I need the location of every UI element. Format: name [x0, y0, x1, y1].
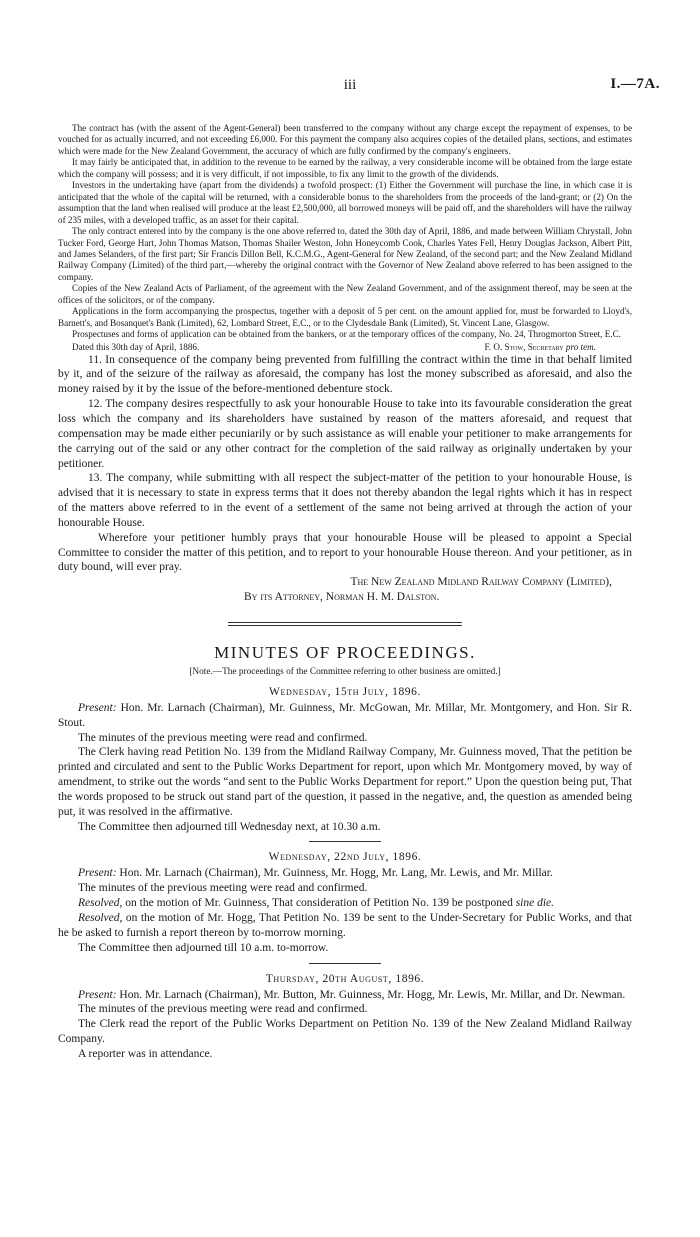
- minutes-line: The minutes of the previous meeting were read and confirmed.: [78, 882, 368, 895]
- meeting-date: Thursday, 20th August, 1896.: [265, 972, 425, 985]
- minutes-resolution: Resolved, on the motion of Mr. Hogg, That Petition No. 139 be sent to the Under-Secretary for Public Works, and that he be asked to furnish a report thereon by to-morrow morning.: [58, 911, 633, 939]
- meeting-date: Wednesday, 15th July, 1896.: [269, 685, 421, 698]
- present-label: Present:: [78, 867, 117, 880]
- meeting-present: Present: Hon. Mr. Larnach (Chairman), Mr. Guinness, Mr. McGowan, Mr. Millar, Mr. Montgomery, and Hon. Sir R. Stout.: [58, 701, 632, 729]
- petition-prayer: Wherefore your petitioner humbly prays that your honourable House will be pleased to appoint a Special Committee to consider the matter of this petition, and to report to your honourable House thereon. And your petitioner, as in duty bound, will ever pray.: [58, 531, 632, 574]
- minutes-line: The minutes of the previous meeting were read and confirmed.: [78, 1003, 368, 1016]
- prospectus-paragraph: Investors in the undertaking have (apart from the dividends) a twofold prospect: (1) Either the Government will purchase the line, in which case it is anticipated that the whole of the capital will be returned, with a considerable bonus to the shareholders from the proceeds of the land-grant; or (2) On the assumption that the land when realised will produce at the least £2,500,000, all borrowed moneys will be paid off, and the shareholders will have the railway of 235 miles, with a developed traffic, as an asset for their capital.: [58, 180, 632, 225]
- minutes-line: The Committee then adjourned till 10 a.m. to-morrow.: [78, 941, 329, 954]
- minutes-resolution: Resolved, on the motion of Mr. Guinness, That consideration of Petition No. 139 be postponed sine die.: [78, 897, 555, 910]
- minutes-title: MINUTES OF PROCEEDINGS.: [214, 642, 476, 662]
- signatory-attorney: By its Attorney, Norman H. M. Dalston.: [244, 591, 440, 604]
- present-label: Present:: [78, 988, 117, 1001]
- page-number: iii: [343, 77, 357, 93]
- dated-text: Dated this 30th day of April, 1886.: [72, 341, 200, 352]
- paper-reference: I.—7A.: [610, 76, 660, 92]
- minutes-line: The Clerk read the report of the Public Works Department on Petition No. 139 of the New Zealand Midland Railway Company.: [58, 1018, 632, 1046]
- minutes-line: The Committee then adjourned till Wednesday next, at 10.30 a.m.: [78, 820, 381, 833]
- meeting-separator: [309, 963, 381, 964]
- petition-paragraph-12: 12. The company desires respectfully to ask your honourable House to take into its favourable consideration the great loss which the company and its shareholders have sustained by reason of the matters aforesaid, and request that compensation may be made either pecuniarily or by such assistance as will enable your petitioner to make arrangements for the carrying out of the said or any other contract for the completion of the said railway as originally undertaken by your petitioner.: [58, 398, 632, 470]
- petition-paragraph-13: 13. The company, while submitting with all respect the subject-matter of the petition to your honourable House, is advised that it is necessary to state in express terms that it does not thereby abandon the legal rights which it has in respect of the matters above referred to in the event of a settlement of the same not being arrived at through the action of your honourable House.: [58, 472, 632, 529]
- minutes-line: The Clerk having read Petition No. 139 from the Midland Railway Company, Mr. Guinness moved, That the petition be printed and circulated and sent to the Public Works Department for report, upon which Mr. Montgomery moved, by way of amendment, to strike out the words “and sent to the Public Works Department for report.” Upon the question being put, That the words proposed to be struck out stand part of the question, it passed in the negative, and, the question as amended being put, it was resolved in the affirmative.: [58, 746, 632, 818]
- petition-paragraph-11: 11. In consequence of the company being prevented from fulfilling the contract within the time in that behalf limited by it, and of the seizure of the railway as aforesaid, the company has lost the money subscribed as aforesaid, and also the money raised by it by the issue of the before-mentioned debenture stock.: [58, 353, 632, 396]
- prospectus-paragraph: Copies of the New Zealand Acts of Parliament, of the agreement with the New Zealand Government, and of the assignment thereof, may be seen at the offices of the solicitors, or of the company.: [58, 283, 632, 305]
- prospectus-paragraph: It may fairly be anticipated that, in addition to the revenue to be earned by the railway, a very considerable income will be obtained from the large estate which the company will possess; and it is very difficult, if not impossible, to fix any limit to the growth of the dividends.: [58, 157, 632, 179]
- prospectus-paragraph: The contract has (with the assent of the Agent-General) been transferred to the company without any charge except the repayment of expenses, to be vouched for as actually incurred, and not exceeding £6,000. For this payment the company also acquires copies of the detailed plans, sections, and estimates which were made for the New Zealand Government, the accuracy of which are fully confirmed by the company's engineers.: [58, 123, 632, 156]
- meeting-present: Present: Hon. Mr. Larnach (Chairman), Mr. Guinness, Mr. Hogg, Mr. Lang, Mr. Lewis, and Mr. Millar.: [78, 867, 553, 880]
- minutes-line: The minutes of the previous meeting were read and confirmed.: [78, 731, 368, 744]
- meeting-present: Present: Hon. Mr. Larnach (Chairman), Mr. Button, Mr. Guinness, Mr. Hogg, Mr. Lewis, Mr. Millar, and Dr. Newman.: [78, 988, 626, 1001]
- meeting-date: Wednesday, 22nd July, 1896.: [268, 851, 422, 864]
- prospectus-paragraph: Applications in the form accompanying the prospectus, together with a deposit of 5 per cent. on the amount applied for, must be forwarded to Lloyd's, Barnett's, and Bosanquet's Bank (Limited), 62, Lombard Street, E.C., or to the Clydesdale Bank (Limited), St. Vincent Lane, Glasgow.: [58, 306, 632, 328]
- section-rule: [228, 622, 462, 626]
- present-label: Present:: [78, 701, 117, 714]
- dated-line: [58, 341, 632, 353]
- signatory-company: The New Zealand Midland Railway Company (Limited),: [350, 576, 612, 589]
- minutes-line: A reporter was in attendance.: [78, 1047, 213, 1060]
- prospectus-paragraph: Prospectuses and forms of application can be obtained from the bankers, or at the temporary offices of the company, No. 24, Throgmorton Street, E.C.: [72, 329, 621, 340]
- prospectus-paragraph: The only contract entered into by the company is the one above referred to, dated the 30th day of April, 1886, and made between William Chrystall, John Tucker Ford, George Hart, John Thomas Matson, Thomas Shailer Weston, John Honeycomb Cook, Charles Yates Fell, Henry Douglas Jackson, Albert Pitt, and James Selanders, of the first part; Sir Francis Dillon Bell, K.C.M.G., Agent-General for New Zealand, of the second part; and the New Zealand Midland Railway Company (Limited) of the third part,—whereby the original contract with the Governor of New Zealand above referred to has been assigned to the company.: [58, 226, 632, 282]
- secretary-signature: F. O. Stow, Secretary pro tem.: [484, 341, 596, 352]
- meeting-separator: [309, 841, 381, 842]
- minutes-note: [Note.—The proceedings of the Committee referring to other business are omitted.]: [189, 666, 501, 677]
- document-body: [58, 76, 632, 1062]
